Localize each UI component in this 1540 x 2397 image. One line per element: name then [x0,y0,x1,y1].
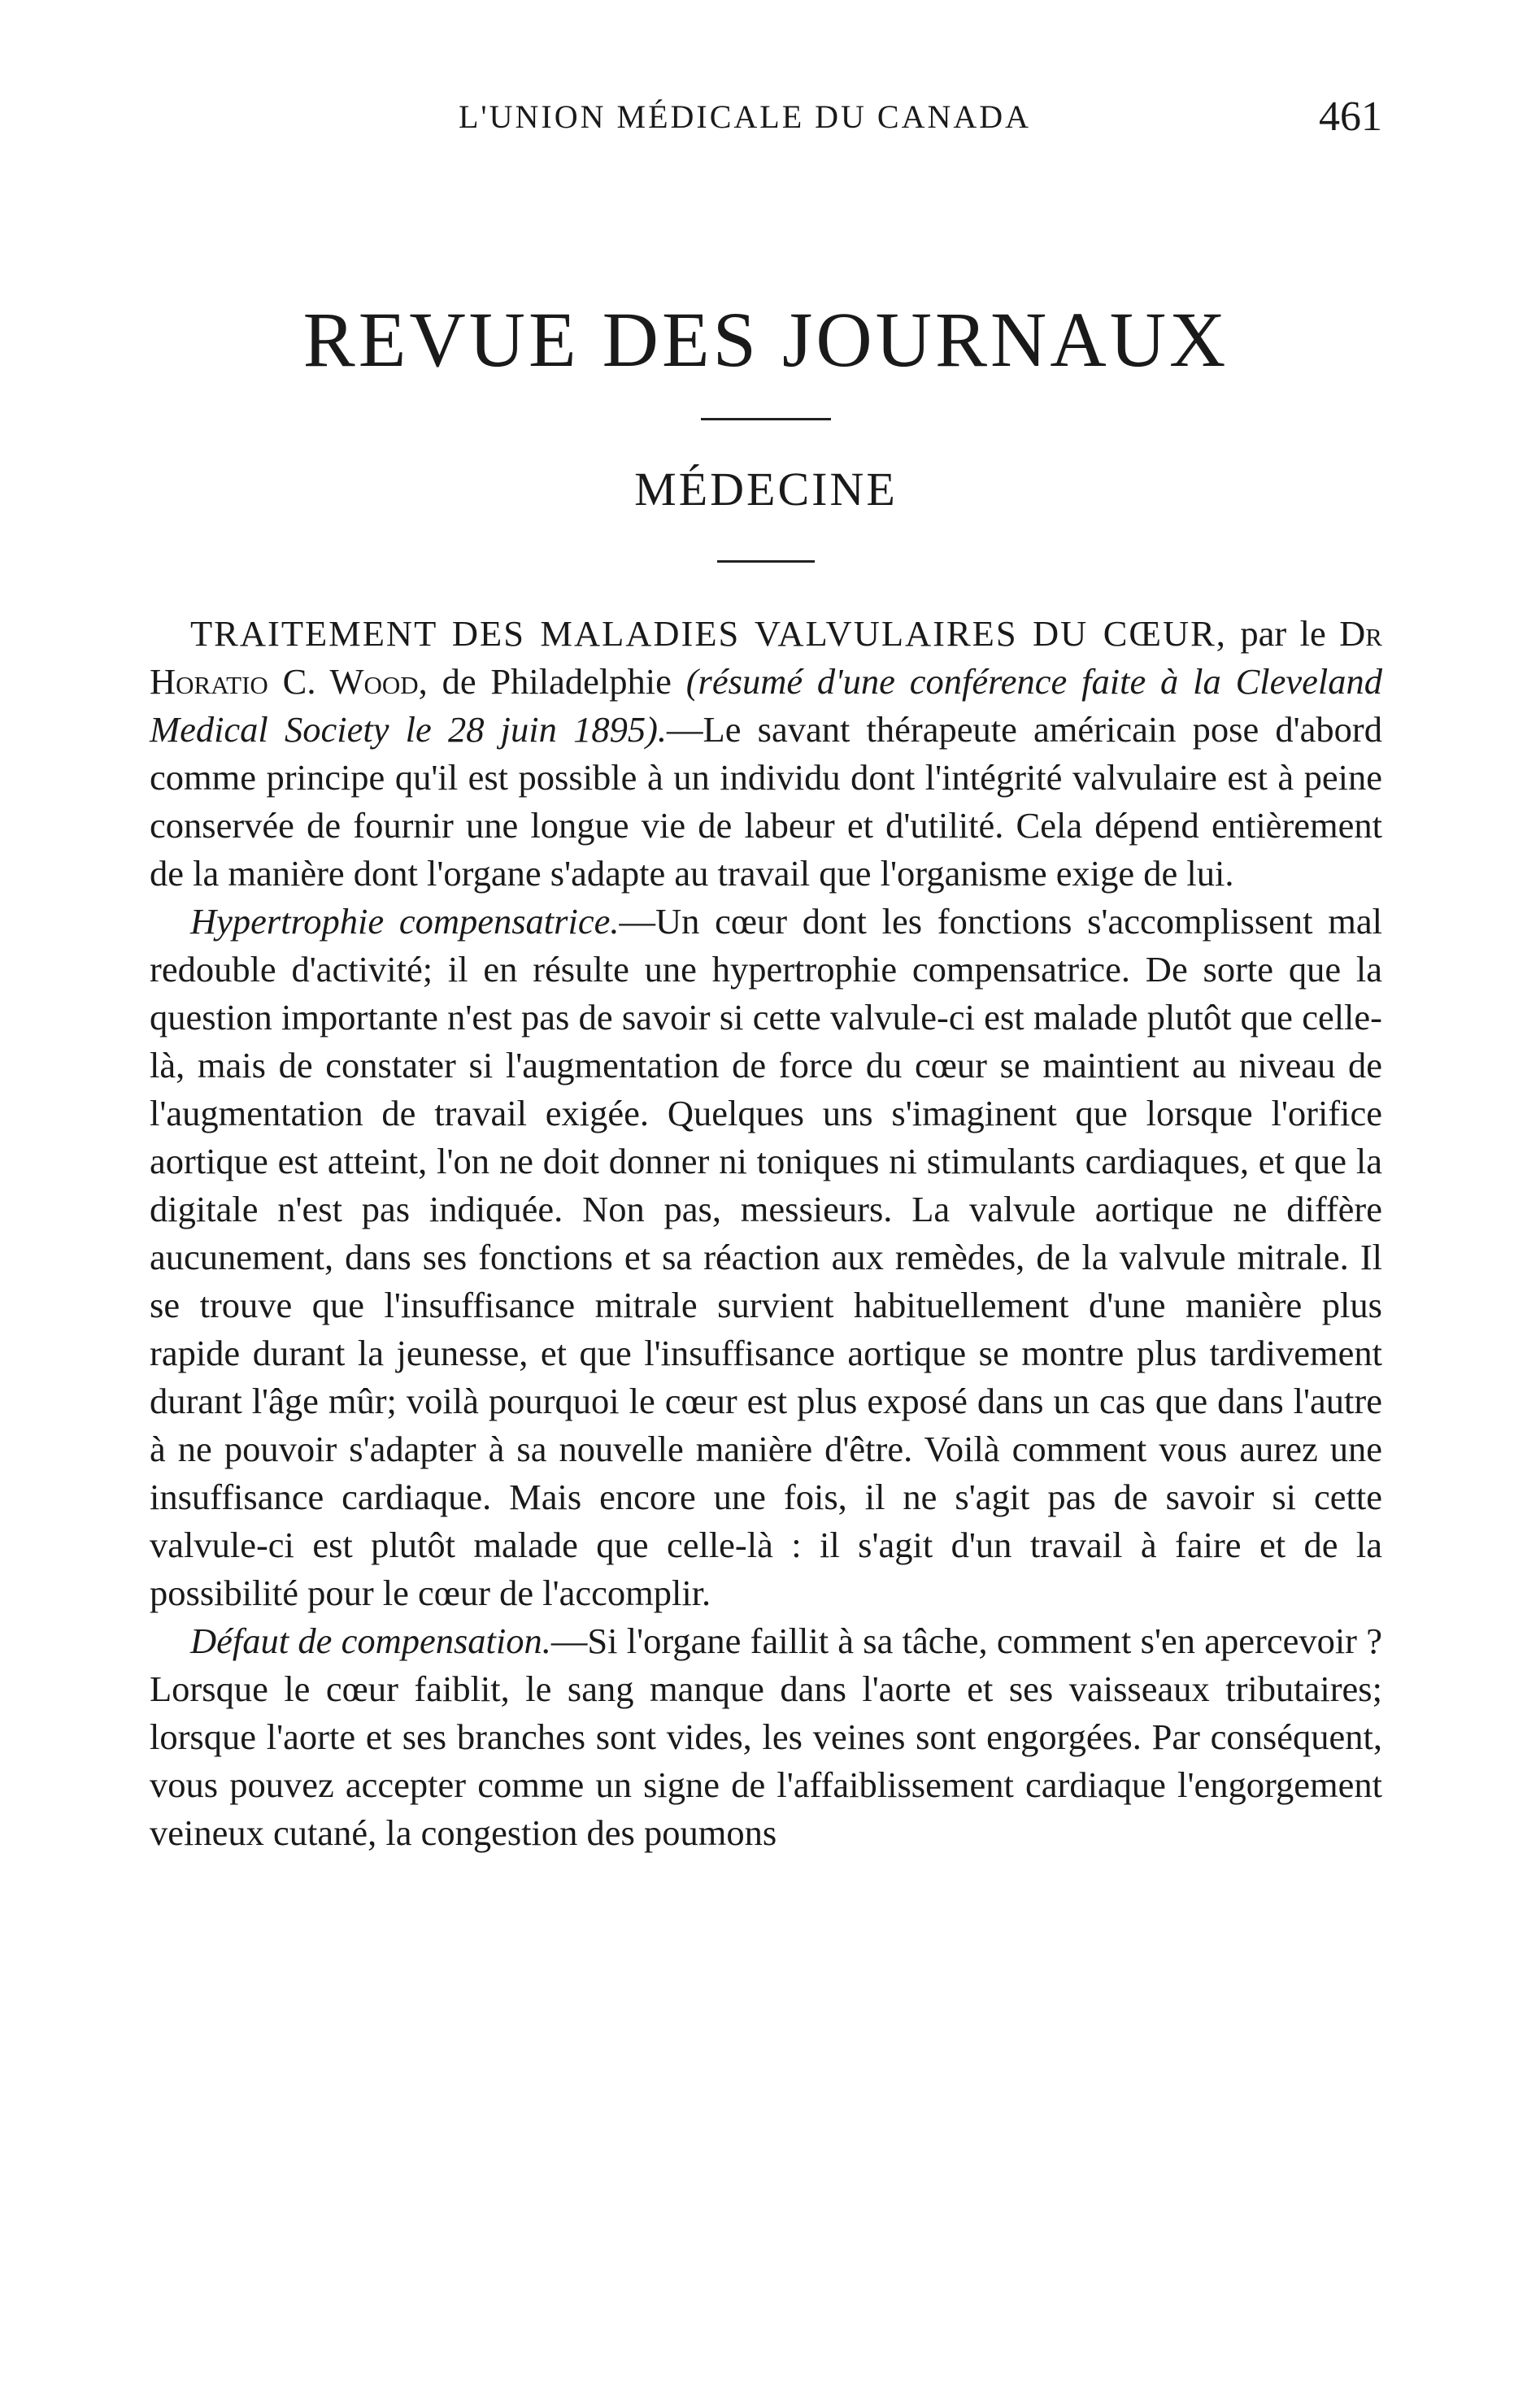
subsection-divider [717,560,815,563]
article-paragraph-intro [150,610,1382,898]
article-paragraph-hypertrophie [150,898,1382,1617]
source-note: (résumé d'une conférence faite à la Cleveland Medical Society le 28 juin 1895). [150,661,1383,750]
paragraph-title-defaut: Défaut de compensation. [190,1620,551,1661]
subsection-title: MÉDECINE [634,463,898,516]
document-page [150,94,1383,2358]
paragraph-text-hypertrophie: —Un cœur dont les fonctions s'accomplissent mal redouble d'activité; il en résulte une hypertrophie compensatrice. De sorte que la question importante n'est pas de savoir si cette valvule-ci est malade plutôt que celle-là, mais de constater si l'augmentation de force du cœur se maintient au niveau de l'augmentation de travail exigée. Quelques uns s'imaginent que lorsque l'orifice aortique est atteint, l'on ne doit donner ni toniques ni stimulants cardiaques, et que la digitale n'est pas indiquée. Non pas, messieurs. La valvule aortique ne diffère aucunement, dans ses fonctions et sa réaction aux remèdes, de la valvule mitrale. Il se trouve que l'insuffisance mitrale survient habituellement d'une manière plus rapide durant la jeunesse, et que l'insuffisance aortique se montre plus tardivement durant l'âge mûr; voilà pourquoi le cœur est plus exposé dans un cas que dans l'autre à ne pouvoir s'adapter à sa nouvelle manière d'être. Voilà comment vous aurez une insuffisance cardiaque. Mais encore une fois, il ne s'agit pas de savoir si cette valvule-ci est plutôt malade que celle-là : il s'agit d'un travail à faire et de la possibilité pour le cœur de l'accomplir. [150,901,1382,1613]
article-paragraph-defaut [150,1617,1382,1857]
journal-name: L'UNION MÉDICALE DU CANADA [459,98,1032,135]
section-title: REVUE DES JOURNAUX [302,296,1229,383]
article-body [150,610,1382,1857]
author-intro: par le [1226,613,1340,654]
running-header [150,94,1382,163]
page-number: 461 [1319,94,1382,140]
article-heading: TRAITEMENT DES MALADIES VALVULAIRES DU CŒUR, [190,613,1227,654]
title-divider [701,418,831,420]
intro-text: —Le savant thérapeute américain pose d'abord comme principe qu'il est possible à un individu dont l'intégrité valvulaire est à peine conservée de fournir une longue vie de labeur et d'utilité. Cela dépend entièrement de la manière dont l'organe s'adapte au travail que l'organisme exige de lui. [150,709,1382,894]
author-title: Dr [1339,613,1382,654]
author-name: Horatio C. Wood [150,661,419,702]
paragraph-text-defaut: —Si l'organe faillit à sa tâche, comment s'en apercevoir ? Lorsque le cœur faiblit, le sang manque dans l'aorte et ses vaisseaux tributaires; lorsque l'aorte et ses branches sont vides, les veines sont engorgées. Par conséquent, vous pouvez accepter comme un signe de l'affaiblissement cardiaque l'engorgement veineux cutané, la congestion des poumons [150,1620,1382,1853]
author-place: , de Philadelphie [418,661,686,702]
paragraph-title-hypertrophie: Hypertrophie compensatrice. [190,901,620,942]
